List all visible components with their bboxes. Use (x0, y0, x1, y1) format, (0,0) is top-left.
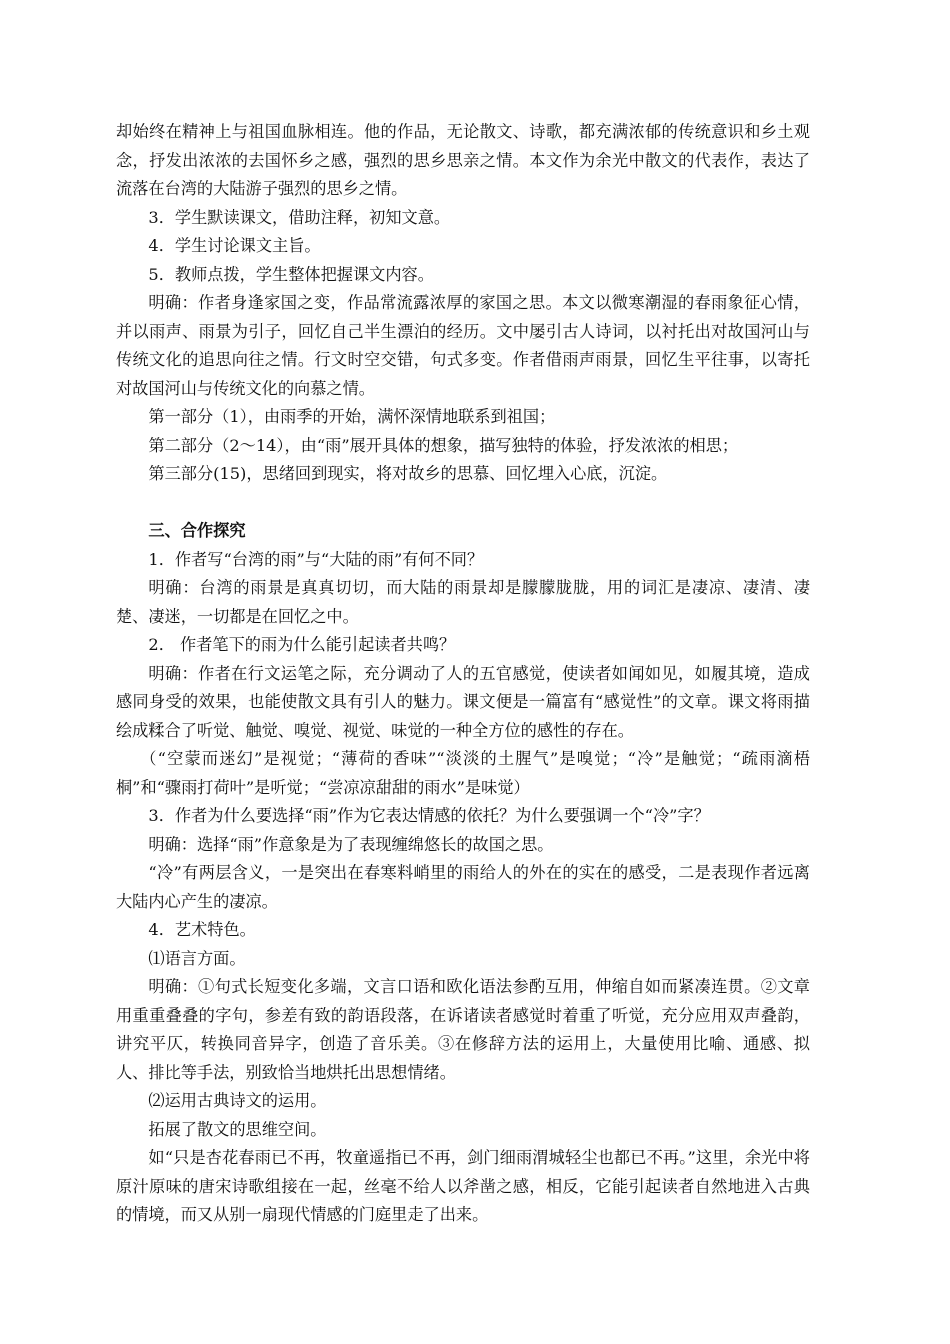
paragraph: 明确：选择“雨”作意象是为了表现缠绵悠长的故国之思。 (148, 834, 554, 854)
paragraph: 却始终在精神上与祖国血脉相连。他的作品，无论散文、诗歌，都充满浓郁的传统意识和乡土观念，抒发出浓浓的去国怀乡之感，强烈的思乡思亲之情。本文作为余光中散文的代表作，表达了流落在台湾的大陆游子强烈的思乡之情。 (116, 122, 810, 198)
paragraph: 1．作者写“台湾的雨”与“大陆的雨”有何不同？ (148, 549, 484, 569)
paragraph: ⑴语言方面。 (148, 948, 246, 968)
paragraph: 4．学生讨论课文主旨。 (148, 236, 321, 255)
section-heading: 三、合作探究 (148, 521, 246, 540)
document-body (116, 118, 810, 1230)
paragraph: （“空蒙而迷幻”是视觉；“薄荷的香味”“淡淡的土腥气”是嗅觉；“冷”是触觉；“疏雨滴梧桐”和“骤雨打荷叶”是听觉；“尝凉凉甜甜的雨水”是味觉） (116, 749, 810, 797)
paragraph: 4．艺术特色。 (148, 920, 256, 939)
paragraph: 3．作者为什么要选择“雨”作为它表达情感的依托？为什么要强调一个“冷”字？ (148, 806, 710, 825)
paragraph: 明确：作者在行文运笔之际，充分调动了人的五官感觉，使读者如闻如见，如履其境，造成感同身受的效果，也能使散文具有引人的魅力。课文便是一篇富有“感觉性”的文章。课文将雨描绘成糅合了听觉、触觉、嗅觉、视觉、味觉的一种全方位的感性的存在。 (116, 663, 810, 740)
paragraph: 明确：台湾的雨景是真真切切，而大陆的雨景却是朦朦胧胧，用的词汇是凄凉、凄清、凄楚、凄迷，一切都是在回忆之中。 (116, 578, 810, 626)
paragraph: 3．学生默读课文，借助注释，初知文意。 (148, 207, 451, 227)
paragraph: 5．教师点拨，学生整体把握课文内容。 (148, 264, 434, 284)
paragraph: “冷”有两层含义，一是突出在春寒料峭里的雨给人的外在的实在的感受，二是表现作者远离大陆内心产生的凄凉。 (116, 863, 810, 911)
paragraph: 明确：①句式长短变化多端，文言口语和欧化语法参酌互用，伸缩自如而紧凑连贯。②文章用重重叠叠的字句，参差有致的韵语段落，在诉诸读者感觉时着重了听觉，充分应用双声叠韵，讲究平仄，转换同音异字，创造了音乐美。③在修辞方法的运用上，大量使用比喻、通感、拟人、排比等手法，别致恰当地烘托出思想情绪。 (116, 977, 810, 1082)
paragraph: 拓展了散文的思维空间。 (148, 1119, 327, 1139)
paragraph: 第一部分（1），由雨季的开始，满怀深情地联系到祖国； (148, 407, 556, 426)
paragraph: ⑵运用古典诗文的运用。 (148, 1091, 327, 1110)
paragraph: 2． 作者笔下的雨为什么能引起读者共鸣？ (148, 635, 456, 654)
paragraph: 第二部分（2～14），由“雨”展开具体的想象，描写独特的体验，抒发浓浓的相思； (148, 435, 739, 455)
paragraph: 如“只是杏花春雨已不再，牧童遥指已不再，剑门细雨渭城轻尘也都已不再。”这里，余光中将原汁原味的唐宋诗歌组接在一起，丝毫不给人以斧凿之感，相反，它能引起读者自然地进入古典的情境，而又从别一扇现代情感的门庭里走了出来。 (116, 1148, 810, 1224)
paragraph: 明确：作者身逢家国之变，作品常流露浓厚的家国之思。本文以微寒潮湿的春雨象征心情，并以雨声、雨景为引子，回忆自己半生漂泊的经历。文中屡引古人诗词，以衬托出对故国河山与传统文化的追思向往之情。行文时空交错，句式多变。作者借雨声雨景，回忆生平往事，以寄托对故国河山与传统文化的向慕之情。 (116, 293, 810, 398)
paragraph: 第三部分(15)，思绪回到现实，将对故乡的思慕、回忆埋入心底，沉淀。 (148, 464, 668, 483)
